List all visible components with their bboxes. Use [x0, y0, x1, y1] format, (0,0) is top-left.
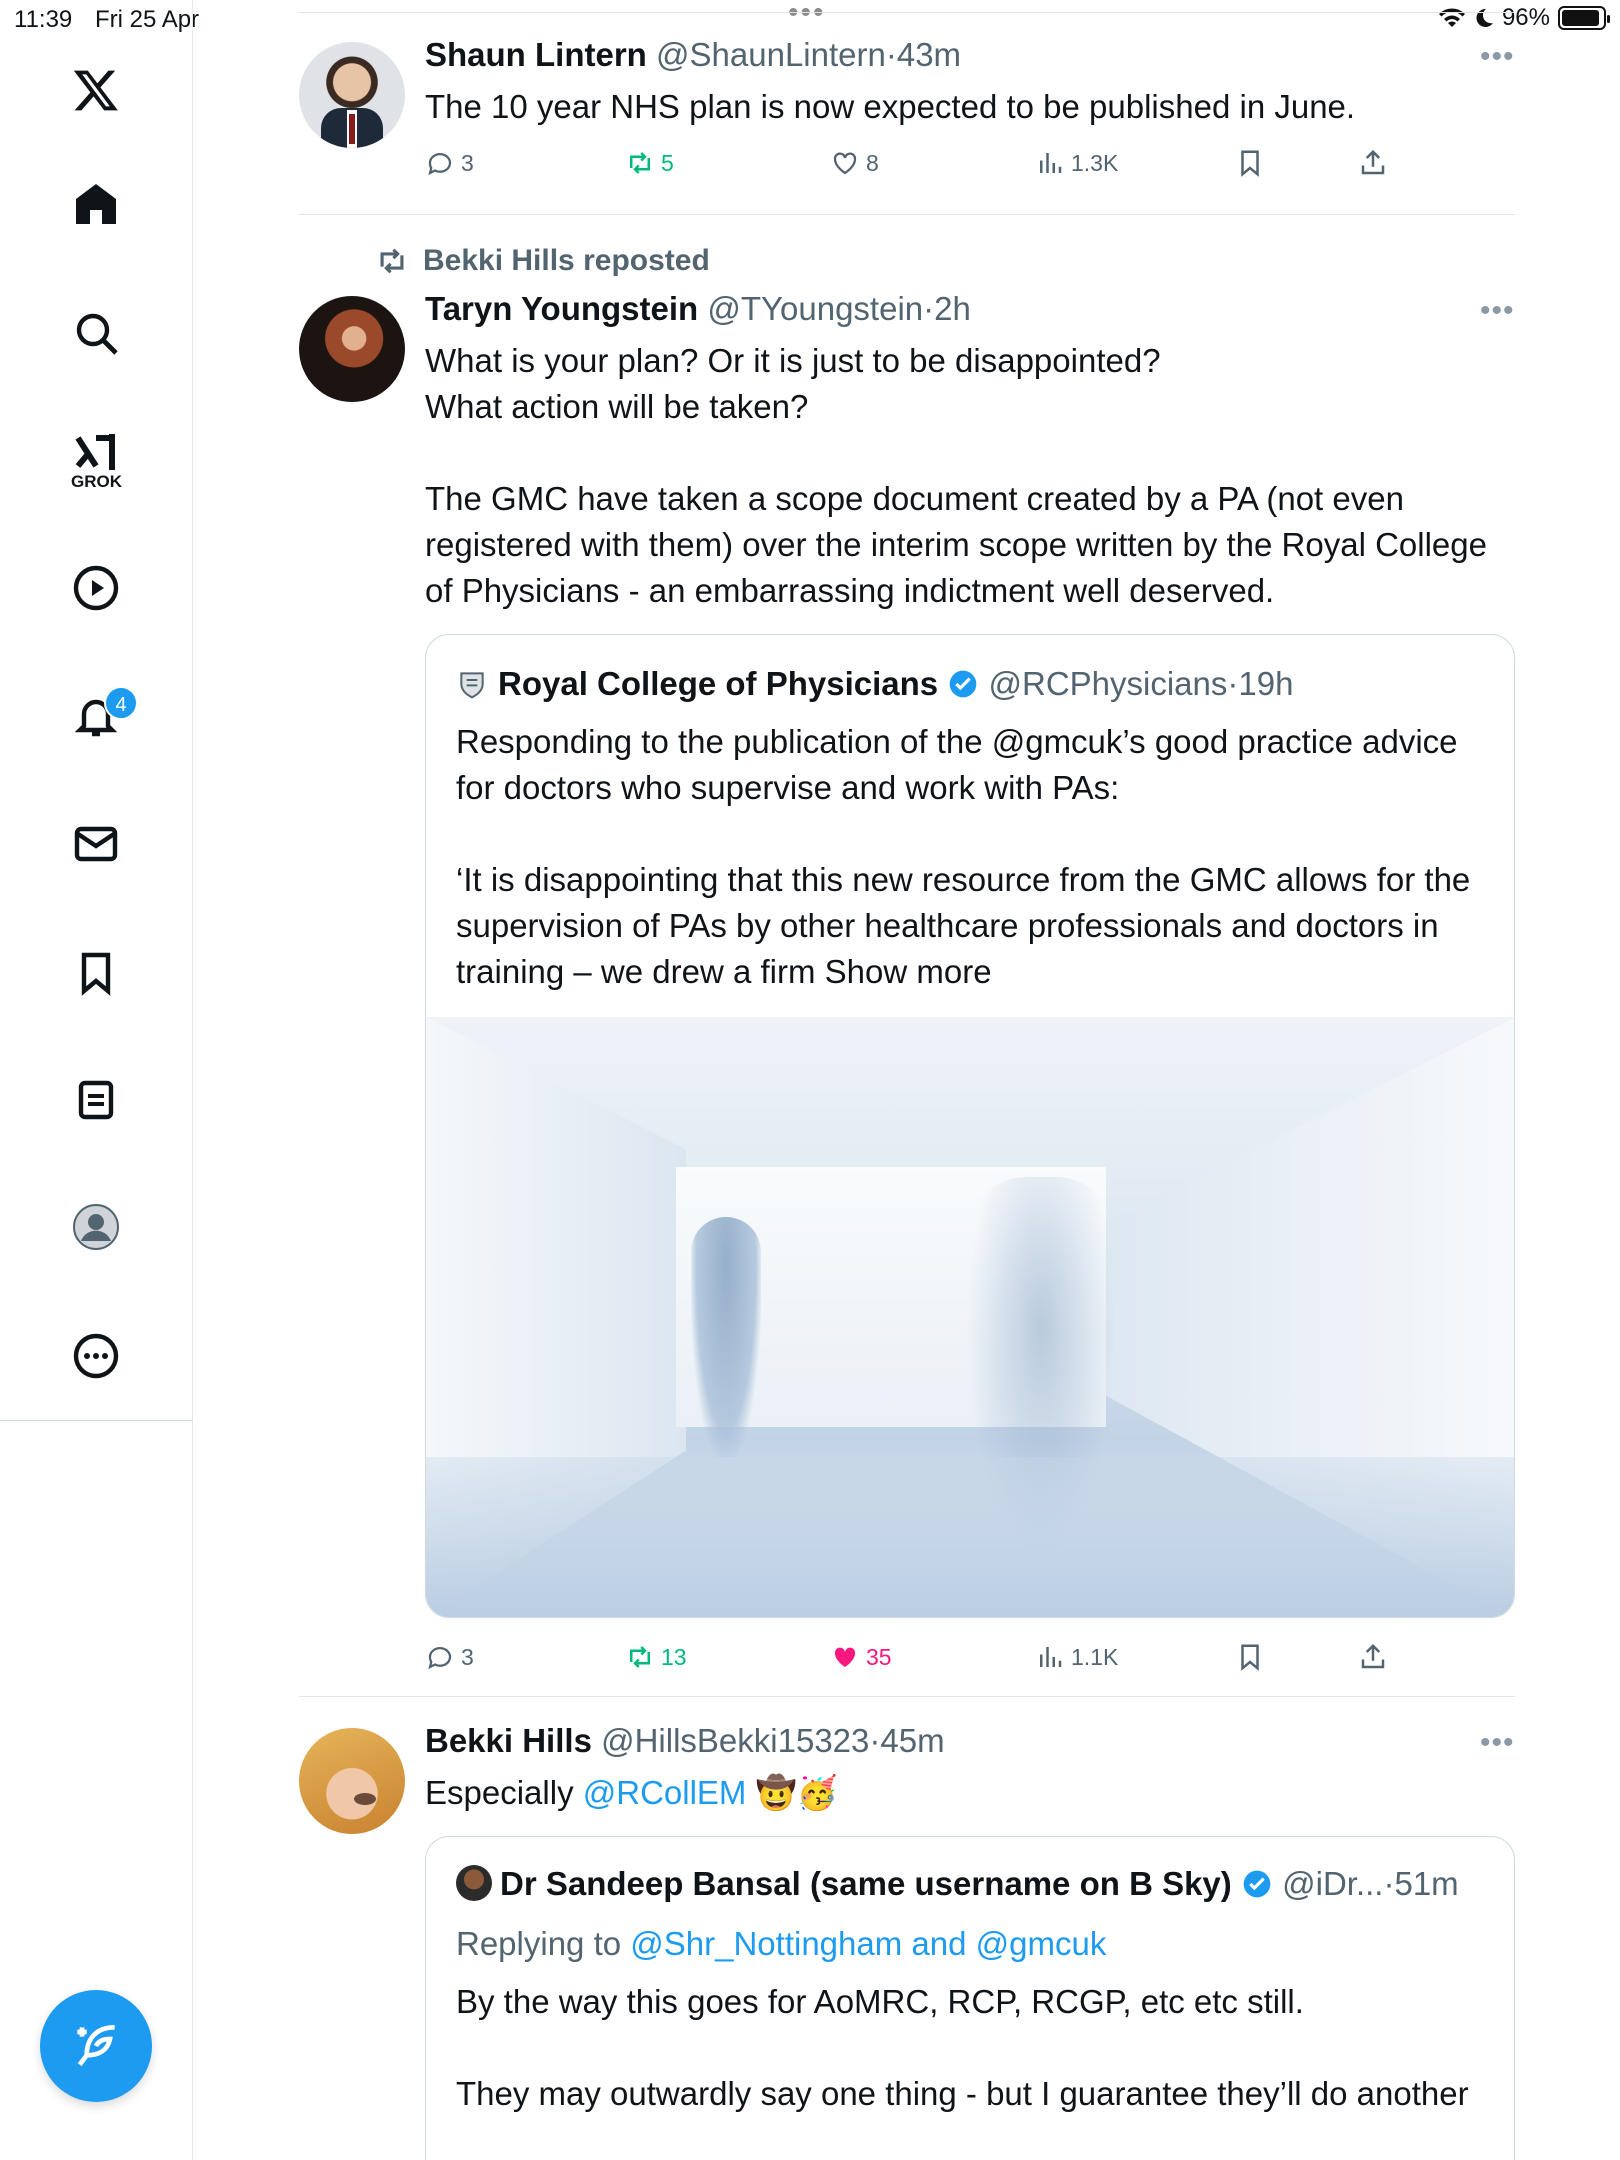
tweet-actions: [425, 148, 1425, 188]
bookmark-icon: [1235, 1642, 1265, 1672]
replying-to: Replying to @Shr_Nottingham and @gmcuk: [456, 1925, 1107, 1962]
like-button[interactable]: [830, 148, 879, 178]
tweet-header: Shaun Lintern @ShaunLintern·43m: [425, 36, 962, 73]
verified-badge-icon: [947, 668, 979, 700]
view-count: 1.3K: [1071, 149, 1119, 176]
tweet-text: The 10 year NHS plan is now expected to be published in June.: [425, 88, 1356, 125]
tweet-more-icon[interactable]: •••: [1480, 294, 1515, 327]
author-name[interactable]: Taryn Youngstein: [425, 290, 699, 327]
reply-count: 3: [461, 149, 474, 176]
quote-time: 51m: [1394, 1865, 1459, 1902]
repost-icon: [375, 244, 409, 278]
tweet-header: Bekki Hills @HillsBekki15323·45m: [425, 1722, 945, 1759]
home-icon[interactable]: [56, 164, 136, 244]
repost-indicator[interactable]: [375, 244, 710, 278]
sidebar: [0, 0, 193, 2160]
lists-icon[interactable]: [56, 1060, 136, 1140]
quote-text: By the way this goes for AoMRC, RCP, RCGP, etc etc still. They may outwardly say one thing - but I guarantee they’ll do another: [456, 1983, 1469, 2112]
grok-label: GROK: [71, 472, 122, 491]
video-play-icon[interactable]: [56, 548, 136, 628]
quote-author-handle: @iDr...: [1282, 1865, 1384, 1902]
tweet-text: Especially @RCollEM 🤠🥳: [425, 1774, 838, 1811]
tweet-divider: [299, 1696, 1515, 1697]
avatar[interactable]: [299, 1728, 405, 1834]
quote-image[interactable]: [426, 1017, 1515, 1618]
status-time: 11:39: [14, 6, 73, 33]
repost-icon: [625, 148, 655, 178]
show-more-link[interactable]: Show more: [824, 953, 992, 990]
reply-count: 3: [461, 1643, 474, 1670]
tweet-header: Taryn Youngstein @TYoungstein·2h: [425, 290, 971, 327]
view-count: 1.1K: [1071, 1643, 1119, 1670]
author-handle[interactable]: @TYoungstein: [707, 290, 924, 327]
quote-avatar: [456, 1865, 492, 1901]
tweet-more-icon[interactable]: •••: [1480, 40, 1515, 73]
quote-author-name: Dr Sandeep Bansal (same username on B Sky): [500, 1865, 1232, 1902]
compose-button[interactable]: [40, 1990, 152, 2102]
like-count: 8: [866, 149, 879, 176]
quoted-tweet[interactable]: [425, 1836, 1515, 2160]
reply-button[interactable]: [425, 148, 474, 178]
notifications-badge: 4: [104, 686, 138, 720]
repost-button[interactable]: [625, 148, 674, 178]
avatar[interactable]: [299, 42, 405, 148]
tweet-divider: [299, 214, 1515, 215]
emoji: 🤠🥳: [755, 1774, 838, 1811]
share-button[interactable]: [1358, 148, 1388, 178]
reply-icon: [425, 148, 455, 178]
reply-button[interactable]: [425, 1642, 474, 1672]
rcp-crest-icon: [456, 668, 488, 700]
author-handle[interactable]: @ShaunLintern: [656, 36, 886, 73]
like-count: 35: [866, 1643, 892, 1670]
heart-filled-icon: [830, 1642, 860, 1672]
share-button[interactable]: [1358, 1642, 1388, 1672]
compose-icon: [68, 2018, 124, 2074]
replying-to-links[interactable]: @Shr_Nottingham and @gmcuk: [630, 1925, 1107, 1962]
tweet-time[interactable]: 2h: [934, 290, 971, 327]
multitasking-dots-icon[interactable]: •••: [788, 0, 826, 29]
repost-count: 13: [661, 1643, 687, 1670]
status-right: [1438, 4, 1606, 32]
author-name[interactable]: Bekki Hills: [425, 1722, 592, 1759]
repost-count: 5: [661, 149, 674, 176]
author-handle[interactable]: @HillsBekki15323: [601, 1722, 870, 1759]
quoted-tweet[interactable]: [425, 634, 1515, 1618]
sidebar-divider: [0, 1420, 193, 1421]
more-options-icon[interactable]: [56, 1316, 136, 1396]
status-date: Fri 25 Apr: [95, 6, 200, 33]
quote-text: Responding to the publication of the @gmcuk’s good practice advice for doctors who supervise and work with PAs: ‘It is disappointing that this new resource from the GMC allows for the supervision of PAs by other healthcare professionals and doctors in training – we drew a firm Show more: [456, 723, 1471, 990]
wifi-icon: [1438, 7, 1466, 29]
analytics-icon: [1035, 148, 1065, 178]
tweet-more-icon[interactable]: •••: [1480, 1726, 1515, 1759]
moon-icon: [1474, 7, 1494, 29]
avatar[interactable]: [299, 296, 405, 402]
bookmark-button[interactable]: [1235, 1642, 1265, 1672]
search-icon[interactable]: [56, 293, 136, 373]
messages-envelope-icon[interactable]: [56, 804, 136, 884]
share-icon: [1358, 148, 1388, 178]
analytics-icon: [1035, 1642, 1065, 1672]
x-logo-icon[interactable]: [56, 50, 136, 130]
views-button[interactable]: [1035, 148, 1118, 178]
mention-link[interactable]: @RCollEM: [582, 1774, 747, 1811]
reply-icon: [425, 1642, 455, 1672]
quote-author-name: Royal College of Physicians: [498, 665, 939, 702]
bookmarks-icon[interactable]: [56, 933, 136, 1013]
views-button[interactable]: [1035, 1642, 1118, 1672]
repost-button[interactable]: [625, 1642, 687, 1672]
tweet-time[interactable]: 45m: [880, 1722, 945, 1759]
heart-icon: [830, 148, 860, 178]
verified-badge-icon: [1241, 1868, 1273, 1900]
like-button[interactable]: [830, 1642, 892, 1672]
tweet-time[interactable]: 43m: [896, 36, 962, 73]
quote-author-handle: @RCPhysicians: [988, 665, 1228, 702]
battery-percent: 96%: [1501, 4, 1550, 31]
repost-label: Bekki Hills reposted: [423, 244, 710, 277]
share-icon: [1358, 1642, 1388, 1672]
quote-header: Dr Sandeep Bansal (same username on B Sky) @iDr...·51m: [456, 1865, 1459, 1903]
tweet-text: What is your plan? Or it is just to be disappointed? What action will be taken? The GMC have taken a scope document created by a PA (not even registered with them) over the interim scope written by the Royal College of Physicians - an embarrassing indictment well deserved.: [425, 342, 1487, 609]
battery-icon: [1558, 6, 1606, 30]
profile-avatar-icon[interactable]: [56, 1187, 136, 1267]
feed-top-border: [299, 12, 1515, 13]
quote-header: Royal College of Physicians @RCPhysicians·19h: [456, 665, 1293, 703]
author-name[interactable]: Shaun Lintern: [425, 36, 647, 73]
tweet-actions: [425, 1642, 1425, 1682]
status-bar: [0, 0, 1620, 40]
quote-time: 19h: [1238, 665, 1294, 702]
bookmark-button[interactable]: [1235, 148, 1265, 178]
repost-icon: [625, 1642, 655, 1672]
bookmark-icon: [1235, 148, 1265, 178]
